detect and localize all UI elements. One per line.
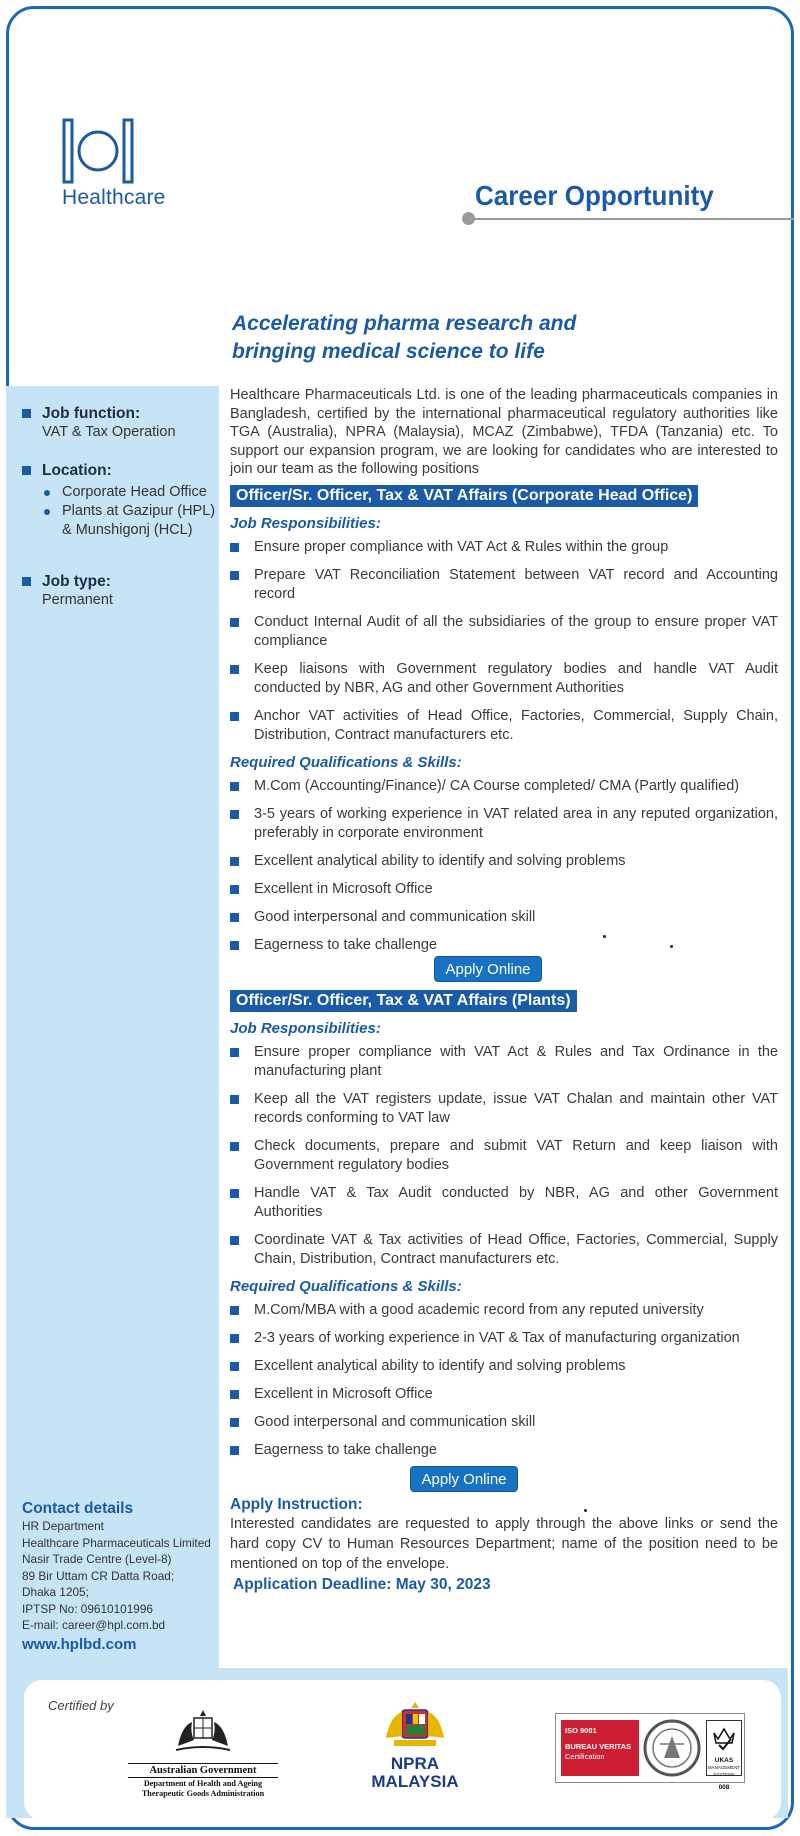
qualifications-list xyxy=(230,777,778,955)
tagline xyxy=(232,310,576,366)
job-type-label: Job type: xyxy=(22,572,212,591)
list-item: M.Com/MBA with a good academic record from any reputed university xyxy=(230,1301,778,1320)
malaysia-coat-of-arms-icon xyxy=(380,1700,450,1750)
responsibilities-heading: Job Responsibilities: xyxy=(230,1019,381,1037)
apply-online-button[interactable]: Apply Online xyxy=(434,956,542,982)
responsibilities-list xyxy=(230,1043,778,1269)
bv-iso-label: ISO 9001 xyxy=(565,1726,597,1735)
page-title: Career Opportunity xyxy=(475,180,714,211)
ukas-badge xyxy=(706,1720,742,1791)
ukas-sub-label: MANAGEMENT SYSTEMS xyxy=(707,1765,741,1777)
npra-malaysia-logo xyxy=(360,1700,470,1791)
bureau-veritas-seal-icon xyxy=(642,1718,702,1778)
aus-gov-department-line: Department of Health and Ageing xyxy=(143,1779,263,1788)
australian-coat-of-arms-icon xyxy=(168,1706,238,1756)
location-block xyxy=(22,461,217,540)
print-dot xyxy=(603,935,606,938)
ukas-crown-check-icon xyxy=(711,1725,737,1751)
list-item: Ensure proper compliance with VAT Act & Rules within the group xyxy=(230,538,778,557)
aus-gov-department xyxy=(128,1777,278,1798)
australian-government-logo xyxy=(128,1706,278,1798)
apply-instruction xyxy=(230,1496,778,1594)
print-dot xyxy=(670,945,673,948)
bureau-veritas-certification xyxy=(555,1713,745,1791)
position-title: Officer/Sr. Officer, Tax & VAT Affairs (Plants) xyxy=(230,990,577,1012)
list-item: Conduct Internal Audit of all the subsidiaries of the group to ensure proper VAT compliance xyxy=(230,613,778,651)
main-content xyxy=(230,386,778,1594)
npra-label: NPRA xyxy=(390,1754,440,1773)
certified-by-label: Certified by xyxy=(48,1698,114,1713)
logo-text: Healthcare xyxy=(62,186,166,209)
aus-gov-title: Australian Government xyxy=(128,1763,278,1776)
print-dot xyxy=(584,1509,587,1512)
ukas-label: UKAS xyxy=(714,1757,734,1764)
list-item: Excellent analytical ability to identify and solving problems xyxy=(230,1357,778,1376)
contact-line: 89 Bir Uttam CR Datta Road; xyxy=(22,1568,175,1583)
list-item: Good interpersonal and communication skill xyxy=(230,908,778,927)
list-item: Excellent in Microsoft Office xyxy=(230,880,778,899)
location-item: Plants at Gazipur (HPL) & Munshigonj (HCL) xyxy=(44,502,217,540)
contact-line: Healthcare Pharmaceuticals Limited xyxy=(22,1535,211,1550)
contact-line: Dhaka 1205; xyxy=(22,1585,89,1599)
ukas-number: 008 xyxy=(718,1784,730,1791)
qualifications-list xyxy=(230,1301,778,1460)
list-item: Eagerness to take challenge xyxy=(230,1441,778,1460)
list-item: Keep all the VAT registers update, issue VAT Chalan and maintain other VAT records conforming to VAT law xyxy=(230,1090,778,1128)
list-item: 2-3 years of working experience in VAT & Tax of manufacturing organization xyxy=(230,1329,778,1348)
job-type-block xyxy=(22,572,212,610)
bv-name-label: BUREAU VERITAS xyxy=(565,1742,632,1751)
location-label: Location: xyxy=(22,461,217,480)
healthcare-logo-icon xyxy=(62,118,136,184)
list-item: Anchor VAT activities of Head Office, Factories, Commercial, Supply Chain, Distribution, Contract manufacturers etc. xyxy=(230,707,778,745)
position-1 xyxy=(230,479,778,982)
contact-line: Nasir Trade Centre (Level-8) xyxy=(22,1552,172,1566)
contact-email[interactable]: E-mail: career@hpl.com.bd xyxy=(22,1618,166,1632)
job-function-label: Job function: xyxy=(22,404,212,423)
contact-line: HR Department xyxy=(22,1519,104,1533)
bv-badge xyxy=(561,1720,639,1776)
list-item: M.Com (Accounting/Finance)/ CA Course completed/ CMA (Partly qualified) xyxy=(230,777,778,796)
responsibilities-heading: Job Responsibilities: xyxy=(230,514,381,532)
list-item: Prepare VAT Reconciliation Statement between VAT record and Accounting record xyxy=(230,566,778,604)
apply-online-button[interactable]: Apply Online xyxy=(410,1466,518,1492)
location-list xyxy=(22,483,217,540)
intro-text: Healthcare Pharmaceuticals Ltd. is one of the leading pharmaceuticals companies in Bangladesh, certified by the international pharmaceutical regulatory authorities like TGA (Australia), NPRA (Malaysia), MCAZ (Zimbabwe), TFDA (Tanzania) etc. To support our expansion program, we are looking for candidates who are interested to join our team as the following positions xyxy=(230,387,778,477)
list-item: Keep liaisons with Government regulatory bodies and handle VAT Audit conducted by NBR, AG and other Government Authorities xyxy=(230,660,778,698)
list-item: Coordinate VAT & Tax activities of Head Office, Factories, Commercial, Supply Chain, Distribution, Contract manufacturers etc. xyxy=(230,1231,778,1269)
tagline-line-1: Accelerating pharma research and xyxy=(232,312,577,335)
job-type-value: Permanent xyxy=(42,592,113,608)
list-item: Eagerness to take challenge xyxy=(230,936,778,955)
application-deadline: Application Deadline: May 30, 2023 xyxy=(233,1575,491,1593)
healthcare-logo xyxy=(62,118,172,210)
bv-cert-label: Certification xyxy=(565,1752,605,1761)
qualifications-heading: Required Qualifications & Skills: xyxy=(230,1277,462,1295)
sidebar xyxy=(6,386,219,1668)
website-link[interactable]: www.hplbd.com xyxy=(22,1635,137,1653)
job-function-block xyxy=(22,404,212,442)
aus-gov-tga-line: Therapeutic Goods Administration xyxy=(141,1788,265,1798)
contact-lines xyxy=(22,1518,212,1634)
position-2 xyxy=(230,984,778,1492)
malaysia-label: MALAYSIA xyxy=(371,1772,459,1791)
title-divider xyxy=(470,218,794,220)
apply-instruction-title: Apply Instruction: xyxy=(230,1495,363,1513)
list-item: Check documents, prepare and submit VAT Return and keep liaison with Government regulatory bodies xyxy=(230,1137,778,1175)
contact-title: Contact details xyxy=(22,1500,134,1517)
list-item: Ensure proper compliance with VAT Act & Rules and Tax Ordinance in the manufacturing plant xyxy=(230,1043,778,1081)
contact-line: IPTSP No: 09610101996 xyxy=(22,1601,153,1616)
tagline-line-2: bringing medical science to life xyxy=(232,340,545,363)
responsibilities-list xyxy=(230,538,778,745)
job-function-value: VAT & Tax Operation xyxy=(42,424,176,440)
list-item: Excellent in Microsoft Office xyxy=(230,1385,778,1404)
contact-details xyxy=(22,1500,212,1653)
position-title: Officer/Sr. Officer, Tax & VAT Affairs (Corporate Head Office) xyxy=(230,485,698,507)
list-item: Good interpersonal and communication skill xyxy=(230,1413,778,1432)
list-item: Handle VAT & Tax Audit conducted by NBR, AG and other Government Authorities xyxy=(230,1184,778,1222)
apply-instruction-text: Interested candidates are requested to apply through the above links or send the hard copy CV to Human Resources Department; name of the position need to be mentioned on top of the envelope. xyxy=(230,1515,778,1572)
qualifications-heading: Required Qualifications & Skills: xyxy=(230,753,462,771)
list-item: 3-5 years of working experience in VAT related area in any reputed organization, preferably in corporate environment xyxy=(230,805,778,843)
list-item: Excellent analytical ability to identify and solving problems xyxy=(230,852,778,871)
location-item: Corporate Head Office xyxy=(44,483,217,502)
